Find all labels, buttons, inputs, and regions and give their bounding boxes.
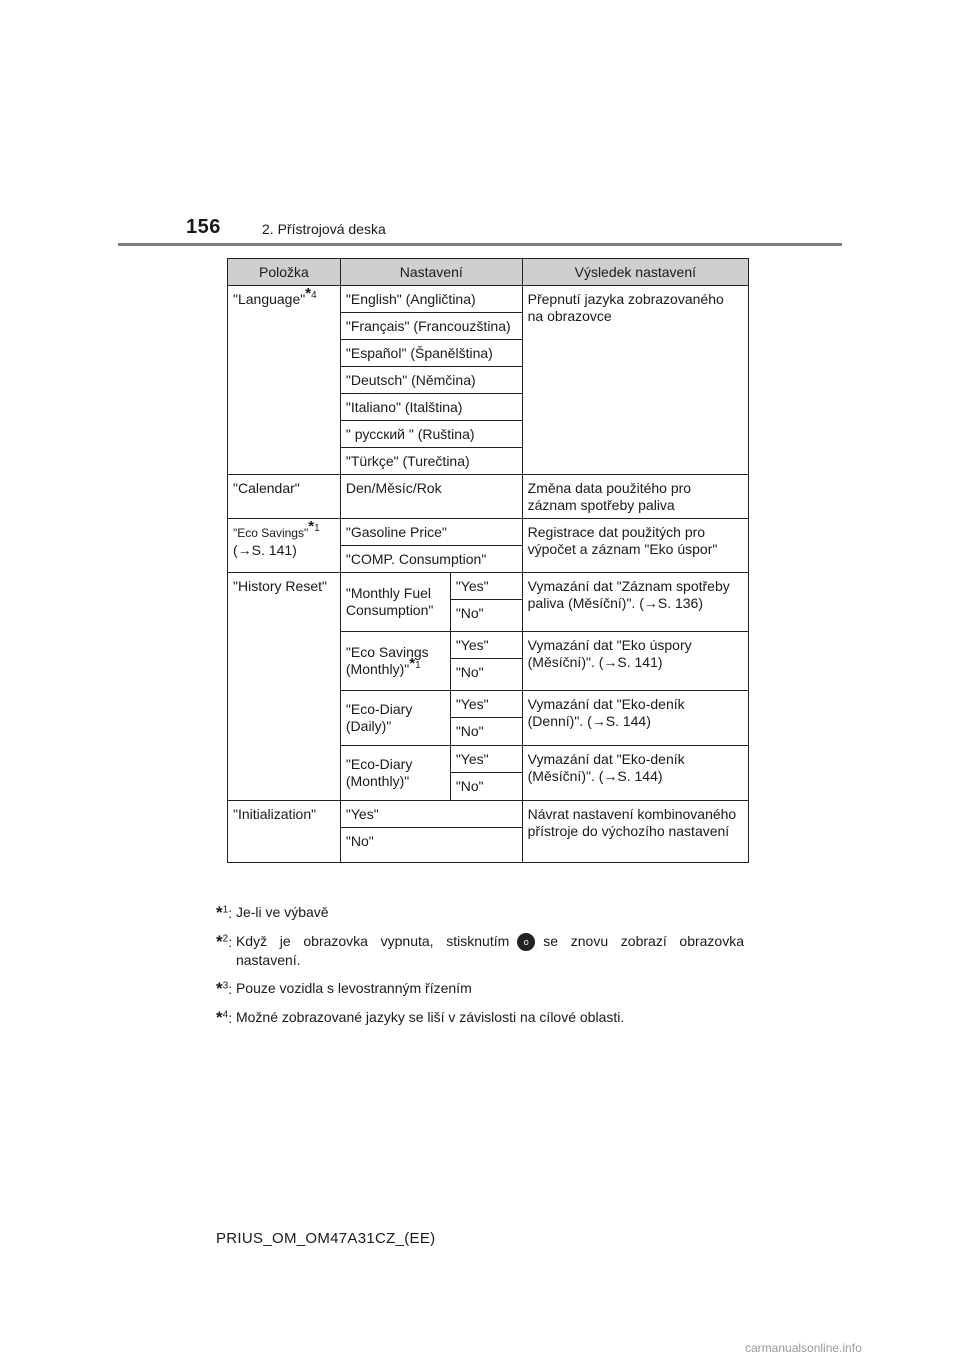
setting-option: "Deutsch" (Němčina) — [340, 367, 522, 394]
setting-option: "Yes" — [340, 801, 522, 828]
page-number: 156 — [186, 216, 221, 238]
result-eco-savings-monthly: Vymazání dat "Eko úspory (Měsíční)". (→S. 141) — [522, 632, 748, 691]
result-eco-diary-daily: Vymazání dat "Eko-deník (Denní)". (→S. 144) — [522, 691, 748, 746]
document-code: PRIUS_OM_OM47A31CZ_(EE) — [216, 1230, 436, 1247]
setting-option: "English" (Angličtina) — [340, 286, 522, 313]
option-yes: "Yes" — [450, 632, 522, 659]
result-initialization: Návrat nastavení kombinovaného přístroje do výchozího nastavení — [522, 801, 748, 863]
result-language: Přepnutí jazyka zobrazovaného na obrazovce — [522, 286, 748, 475]
item-eco-savings: "Eco Savings"$^{*1}$ (→S. 141) — [228, 519, 341, 573]
item-history-reset: "History Reset" — [228, 573, 341, 801]
setting-eco-savings-monthly: "Eco Savings (Monthly)"$^{*1}$ — [340, 632, 450, 691]
footnote-4: *$^4$: Možné zobrazované jazyky se liší v závislosti na cílové oblasti. — [216, 1008, 625, 1028]
item-initialization: "Initialization" — [228, 801, 341, 863]
option-yes: "Yes" — [450, 573, 522, 600]
setting-eco-diary-daily: "Eco-Diary (Daily)" — [340, 691, 450, 746]
table-row — [228, 475, 749, 519]
footnote-1: *$^1$: Je-li ve výbavě — [216, 903, 329, 922]
item-calendar: "Calendar" — [228, 475, 341, 519]
display-button-icon: o — [517, 933, 535, 951]
setting-option: "Français" (Francouzština) — [340, 313, 522, 340]
option-no: "No" — [450, 659, 522, 691]
footnote-2: *$^2$: Když je obrazovka vypnuta, stisknutím o se znovu zobrazí obrazovka nastavení. — [216, 932, 744, 969]
result-monthly-fuel: Vymazání dat "Záznam spotřeby paliva (Měsíční)". (→S. 136) — [522, 573, 748, 632]
item-language: "Language"$^{*4}$ — [228, 286, 341, 475]
setting-option: "COMP. Consumption" — [340, 546, 522, 573]
header-item: Položka — [228, 259, 341, 286]
setting-option: " русский " (Ruština) — [340, 421, 522, 448]
table-row — [228, 801, 749, 828]
result-eco-diary-monthly: Vymazání dat "Eko-deník (Měsíční)". (→S. 144) — [522, 746, 748, 801]
setting-monthly-fuel: "Monthly Fuel Consumption" — [340, 573, 450, 632]
setting-option: "Español" (Španělština) — [340, 340, 522, 367]
settings-table — [227, 258, 749, 863]
header-result: Výsledek nastavení — [522, 259, 748, 286]
setting-eco-diary-monthly: "Eco-Diary (Monthly)" — [340, 746, 450, 801]
footnote-3: *$^3$: Pouze vozidla s levostranným řízením — [216, 979, 472, 999]
option-yes: "Yes" — [450, 746, 522, 773]
result-eco-savings: Registrace dat použitých pro výpočet a záznam "Eko úspor" — [522, 519, 748, 573]
watermark: carmanualsonline.info — [745, 1341, 862, 1355]
option-yes: "Yes" — [450, 691, 522, 718]
header-divider — [118, 243, 842, 246]
section-title: 2. Přístrojová deska — [262, 221, 386, 237]
setting-option: "No" — [340, 828, 522, 863]
header-setting: Nastavení — [340, 259, 522, 286]
table-row — [228, 286, 749, 313]
setting-calendar: Den/Měsíc/Rok — [340, 475, 522, 519]
table-row — [228, 519, 749, 546]
option-no: "No" — [450, 773, 522, 801]
setting-option: "Gasoline Price" — [340, 519, 522, 546]
footnotes — [216, 903, 744, 1037]
table-row — [228, 573, 749, 600]
option-no: "No" — [450, 718, 522, 746]
setting-option: "Italiano" (Italština) — [340, 394, 522, 421]
table-header-row — [228, 259, 749, 286]
setting-option: "Türkçe" (Turečtina) — [340, 448, 522, 475]
option-no: "No" — [450, 600, 522, 632]
result-calendar: Změna data použitého pro záznam spotřeby paliva — [522, 475, 748, 519]
